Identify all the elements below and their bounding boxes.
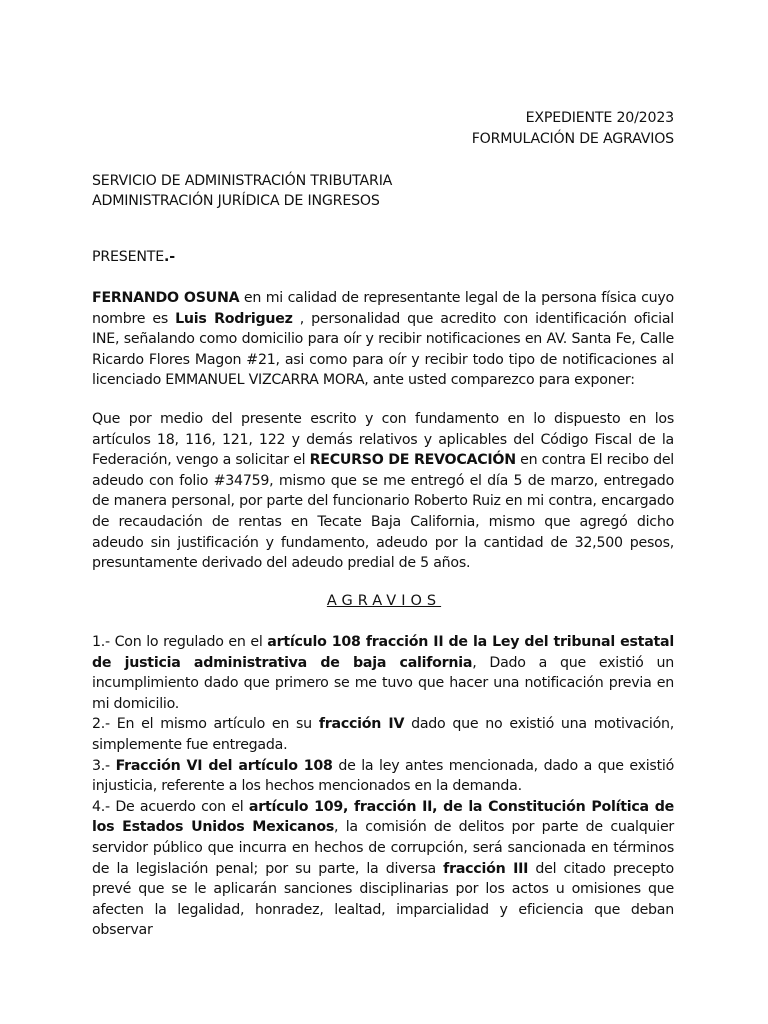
recurso-title: RECURSO DE REVOCACIÓN xyxy=(309,452,516,469)
addressee-line-1: SERVICIO DE ADMINISTRACIÓN TRIBUTARIA xyxy=(92,173,393,189)
case-number: EXPEDIENTE 20/2023 xyxy=(525,110,674,126)
item-text: Con lo regulado en el xyxy=(109,634,268,650)
item-legal-reference: artículo 108 fracción II de la Ley del tribunal estatal de justicia administrativa de baja california xyxy=(92,634,674,671)
item-number: 3.- xyxy=(92,757,110,774)
item-text: de la ley antes mencionada, dado a que existió injusticia, referente a los hechos mencionados en la demanda. xyxy=(92,757,675,795)
item-text: , la comisión de delitos por parte de cualquier servidor público que incurra en hechos de corrupción, será sancionada en términos de la legislación penal; por su parte, la diversa xyxy=(92,819,675,877)
request-text-2: en contra El recibo del adeudo con folio #34759, mismo que se me entregó el día 5 de marzo, entregado de manera personal, por parte del funcionario Roberto Ruiz en mi contra, encargado de recaudación de rentas en Tecate Baja California, mismo que agregó dicho adeudo sin justificación y fundamento, adeudo por la cantidad de 32,500 pesos, presuntamente derivado del adeudo predial de 5 años. xyxy=(92,452,674,572)
agravio-item-1 xyxy=(92,632,674,714)
item-text: del citado precepto prevé que se le aplicarán sanciones disciplinarias por los actos u omisiones que afecten la legalidad, honradez, lealtad, imparcialidad y eficiencia que deban observar xyxy=(92,860,674,939)
item-legal-reference: fracción III xyxy=(443,860,529,877)
client-name: Luis Rodriguez xyxy=(175,310,293,327)
intro-text-1: en mi calidad de representante legal de la persona física cuyo nombre es xyxy=(92,290,674,327)
agravios-list xyxy=(92,632,674,941)
greeting xyxy=(92,249,175,265)
agravio-item-4 xyxy=(92,797,674,941)
greeting-text: PRESENTE xyxy=(92,249,164,265)
item-number: 1.- xyxy=(92,634,110,650)
item-text: dado que no existió una motivación, simplemente fue entregada. xyxy=(92,716,674,753)
case-header xyxy=(472,108,674,150)
item-text: De acuerdo con el xyxy=(109,798,249,815)
item-number: 2.- xyxy=(92,716,110,733)
request-text-1: Que por medio del presente escrito y con fundamento en lo dispuesto en los artículos 18, 116, 121, 122 y demás relativos y aplicables del Código Fiscal de la Federación, vengo a solicitar el xyxy=(92,411,674,469)
item-text: , Dado a que existió un incumplimiento dado que primero se me tuvo que hacer una notificación previa en mi domicilio. xyxy=(92,654,674,712)
item-number: 4.- xyxy=(92,798,110,815)
greeting-suffix: .- xyxy=(164,249,175,265)
agravio-item-3 xyxy=(92,756,674,797)
addressee-block xyxy=(92,171,392,211)
item-text: En el mismo artículo en su xyxy=(109,716,319,733)
item-legal-reference: Fracción VI del artículo 108 xyxy=(115,757,333,774)
intro-text-2: , personalidad que acredito con identificación oficial INE, señalando como domicilio para oír y recibir notificaciones en AV. Santa Fe, Calle Ricardo Flores Magon #21, asi como para oír y recibir todo tipo de notificaciones al licenciado EMMANUEL VIZCARRA MORA, ante usted comparezco para exponer: xyxy=(92,310,674,389)
intro-paragraph xyxy=(92,288,674,391)
item-legal-reference: artículo 109, fracción II, de la Constitución Política de los Estados Unidos Mexicanos xyxy=(92,798,674,836)
addressee-line-2: ADMINISTRACIÓN JURÍDICA DE INGRESOS xyxy=(92,193,380,209)
agravio-item-2 xyxy=(92,714,674,755)
item-legal-reference: fracción IV xyxy=(318,716,405,733)
representative-name: FERNANDO OSUNA xyxy=(92,290,240,306)
request-paragraph xyxy=(92,409,674,574)
agravios-heading: AGRAVIOS xyxy=(326,593,442,609)
document-subject: FORMULACIÓN DE AGRAVIOS xyxy=(471,131,674,147)
